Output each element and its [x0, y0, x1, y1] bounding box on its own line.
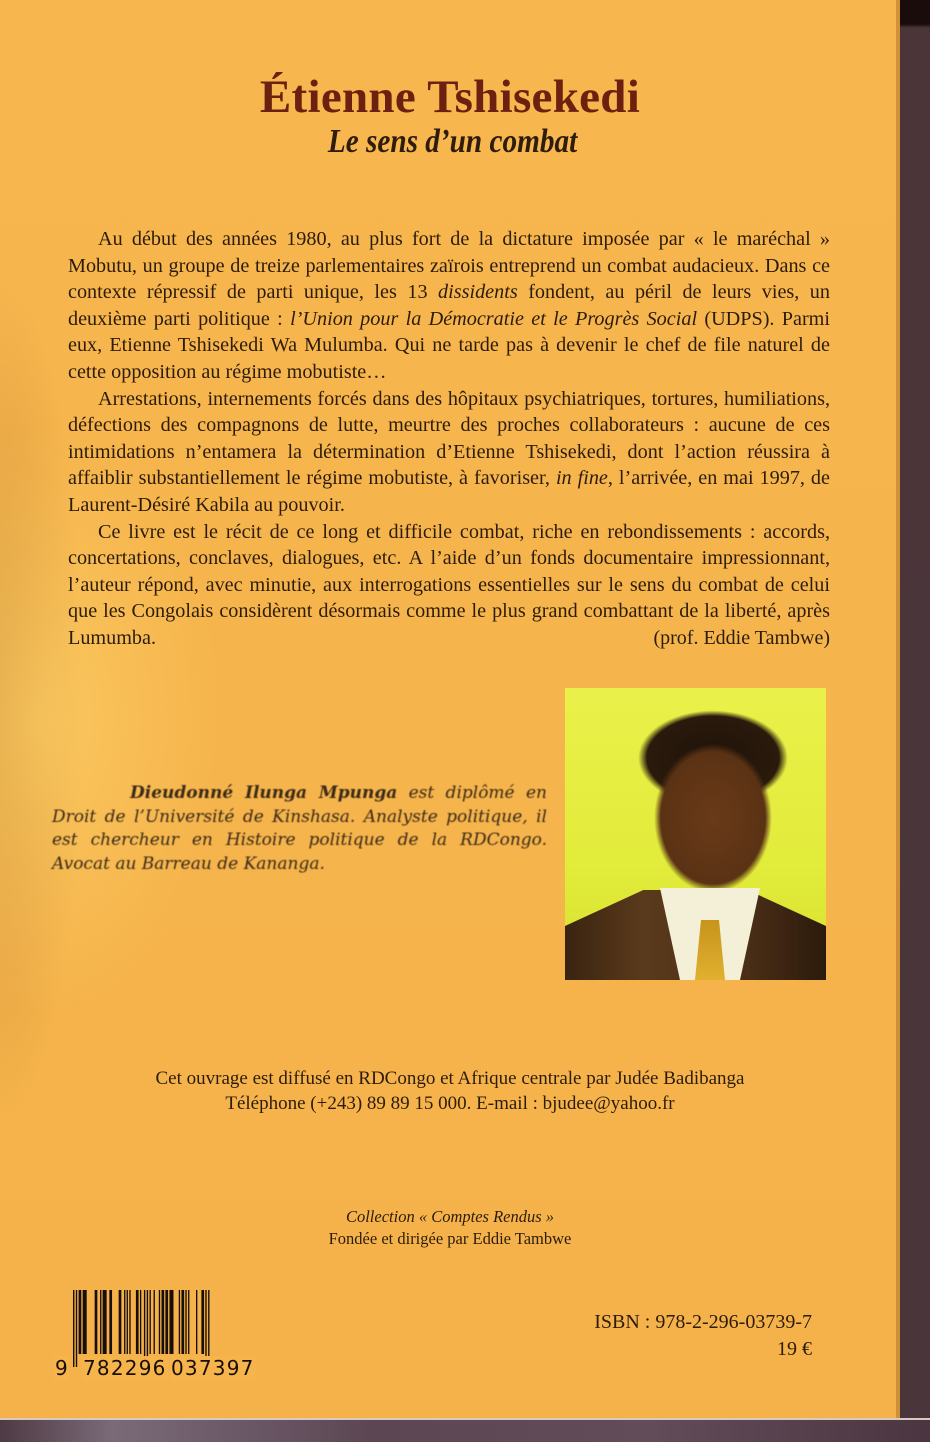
blurb-segment: Arrestations, internements forcés dans des hôpitaux psychiatriques, tortures, humiliations, défections des compagnons de lutte, meurtre des proches collaborateurs : aucune de ces intimidations n’entamera la détermination d’Etienne Tshisekedi, dont l’action réussira à affaiblir substantiellement le régime mobutiste, à favoriser, [68, 387, 830, 490]
barcode-left-group: 782296 [83, 1356, 167, 1380]
blurb-attribution: (prof. Eddie Tambwe) [653, 627, 830, 649]
blurb-segment: fondent, au péril de leurs vies, un deuxième parti politique : [68, 281, 830, 330]
background-surface-bottom [0, 1418, 930, 1442]
collection-name: Collection « Comptes Rendus » [345, 1207, 555, 1226]
author-photo [565, 688, 826, 980]
barcode-digits [52, 1356, 262, 1382]
collection-info [0, 1206, 900, 1250]
background-surface-right [900, 0, 930, 1442]
blurb-segment: Au début des années 1980, au plus fort de la dictature imposée par « le maréchal » Mobutu, un groupe de treize parlementaires zaïrois entreprend un combat audacieux. Dans ce contexte répressif de parti unique, les 13 [68, 228, 830, 304]
blurb-segment: Ce livre est le récit de ce long et difficile combat, riche en rebondissements : accords, concertations, conclaves, dialogues, etc. A l’aide d’un fonds documentaire impressionnant, l’auteur répond, avec minutie, aux interrogations essentielles sur le sens du combat de celui que les Congolais considèrent désormais comme le plus grand combattant de la liberté, après Lumumba. [68, 520, 830, 649]
distribution-line: Cet ouvrage est diffusé en RDCongo et Afrique centrale par Judée Badibanga [155, 1068, 745, 1089]
distribution-info [0, 1066, 900, 1116]
blurb-paragraph-2 [68, 386, 830, 519]
isbn-label: ISBN : 978-2-296-03739-7 [594, 1311, 812, 1333]
blurb-emphasis: l’Union pour la Démocratie et le Progrès Social [290, 307, 698, 330]
book-title: Étienne Tshisekedi [259, 71, 641, 123]
price-label: 19 € [777, 1338, 812, 1360]
contact-line: Téléphone (+243) 89 89 15 000. E-mail : bjudee@yahoo.fr [225, 1093, 675, 1114]
blurb-emphasis: in fine [555, 467, 608, 490]
isbn-barcode [52, 1290, 262, 1385]
blurb-segment: , l’arrivée, en mai 1997, de Laurent-Désiré Kabila au pouvoir. [68, 467, 830, 516]
blurb-emphasis: dissidents [438, 281, 518, 304]
barcode-lead-digit: 9 [55, 1356, 68, 1380]
barcode-right-group: 037397 [171, 1356, 255, 1380]
author-name: Dieudonné Ilunga Mpunga [130, 783, 398, 803]
book-subtitle: Le sens d’un combat [327, 123, 578, 160]
blurb-segment: (UDPS). Parmi eux, Etienne Tshisekedi Wa Mulumba. Qui ne tarde pas à devenir le chef de file naturel de cette opposition au régime mobutiste… [68, 307, 830, 383]
collection-founder: Fondée et dirigée par Eddie Tambwe [328, 1229, 572, 1248]
author-bio-text: est diplômé en Droit de l’Université de Kinshasa. Analyste politique, il est chercheur en Histoire politique de la RDCongo. Avocat au Barreau de Kananga. [52, 783, 547, 874]
blurb-text [68, 226, 830, 652]
blurb-paragraph-1 [68, 226, 830, 386]
author-bio [52, 782, 547, 876]
